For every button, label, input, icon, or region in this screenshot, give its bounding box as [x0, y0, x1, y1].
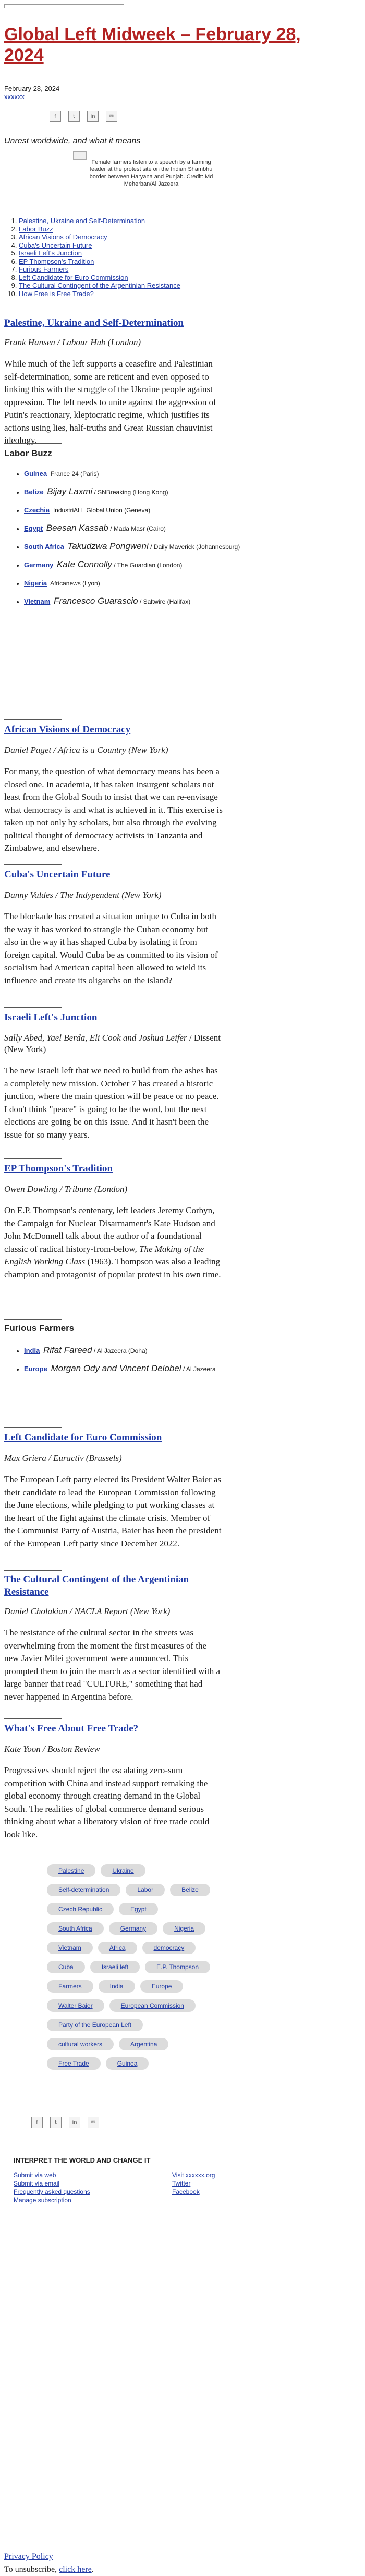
hero-caption: Female farmers listen to a speech by a farming leader at the protest site on the Indian Shambhu border between Haryana and Punjab. Credit: Md Meherban/Al Jazeera [89, 159, 213, 187]
tag-pill[interactable]: South Africa [47, 1922, 104, 1935]
body-cuba: The blockade has created a situation unique to Cuba in both the way it has worked to strangle the Cuban economy but also in the way it has shaped Cuba by isolating it from foreign capital. Would Cuba be as committed to its vision of socialism had American capital been allowed to wield its influence and create its oligarchs on the island? [4, 911, 218, 985]
email-icon[interactable]: ✉ [88, 2117, 99, 2128]
country-link[interactable]: Nigeria [24, 579, 47, 587]
toc-link[interactable]: Israeli Left's Junction [19, 249, 82, 257]
author-name: Rifat Fareed [43, 1345, 92, 1355]
footer-link[interactable]: Twitter [172, 2180, 191, 2187]
section-title-palestine[interactable]: Palestine, Ukraine and Self-Determination [4, 318, 184, 328]
tag-pill[interactable]: Germany [109, 1922, 157, 1935]
toc-item [19, 265, 180, 274]
newsletter-title[interactable]: Global Left Midweek – February 28, 2024 [4, 25, 301, 65]
byline-palestine [4, 337, 223, 348]
section-title-thompson[interactable]: EP Thompson's Tradition [4, 1163, 113, 1174]
section-divider [4, 1570, 62, 1571]
book-title: The Making of the English Working Class [4, 1243, 204, 1266]
toc-item [19, 249, 180, 258]
footer-title: INTERPRET THE WORLD AND CHANGE IT [14, 2156, 151, 2164]
table-of-contents [4, 217, 180, 298]
tag-pill[interactable]: Palestine [47, 1864, 95, 1877]
country-link[interactable]: Egypt [24, 524, 43, 532]
tag-pill[interactable]: Guinea [106, 2057, 149, 2070]
byline-author: Daniel Cholakian / NACLA Report (New York) [4, 1606, 171, 1616]
footer-link[interactable]: Submit via web [14, 2171, 56, 2179]
section-title-freetrade[interactable]: What's Free About Free Trade? [4, 1723, 139, 1734]
tag-pill[interactable]: Free Trade [47, 2057, 101, 2070]
tag-cloud [47, 1864, 276, 2077]
footer-link[interactable]: Manage subscription [14, 2196, 71, 2204]
section-title-africa[interactable]: African Visions of Democracy [4, 724, 131, 735]
body-palestine: While much of the left supports a ceasefire and Palestinian self-determination, some are reticent and even opposed to linking this with the struggle of the Ukraine people against oppression. The left needs to unite against the aggression of Putin's reactionary, kleptocratic regime, which justifies its actions using lies, half-truths and Great Russian chauvinist ideology. [4, 359, 216, 445]
tag-row [47, 1884, 276, 1896]
subscriber-id-link[interactable]: xxxxxx [4, 93, 25, 101]
tag-pill[interactable]: Walter Baier [47, 1999, 104, 2012]
author-name: Francesco Guarascio [54, 596, 138, 606]
byline-israel [4, 1032, 223, 1055]
tagline: Unrest worldwide, and what it means [4, 137, 141, 145]
section-divider [4, 1158, 62, 1159]
list-item [24, 541, 240, 552]
tag-row [47, 1961, 276, 1973]
linkedin-icon[interactable]: in [87, 111, 99, 122]
footer-link[interactable]: Frequently asked questions [14, 2188, 90, 2195]
footer-right-links [172, 2171, 215, 2196]
body-text-part: (1963). Thompson was also a leading champion and protagonist of popular protest in his own time. [4, 1256, 221, 1279]
toc-item [19, 258, 180, 266]
section-divider [4, 1319, 62, 1320]
toc-item [19, 225, 180, 234]
country-link[interactable]: Guinea [24, 470, 47, 478]
list-item [24, 1363, 216, 1374]
privacy-policy-link[interactable]: Privacy Policy [4, 2552, 53, 2561]
section-title-cuba[interactable]: Cuba's Uncertain Future [4, 869, 111, 880]
toc-item [19, 282, 180, 290]
byline-cuba [4, 889, 223, 901]
tag-pill[interactable]: Egypt [119, 1903, 158, 1915]
outlet-name: / Saltwire (Halifax) [138, 598, 191, 605]
footer-link[interactable]: Visit xxxxxx.org [172, 2171, 215, 2179]
linkedin-icon[interactable]: in [69, 2117, 80, 2128]
footer-link[interactable]: Facebook [172, 2188, 200, 2195]
list-item [24, 596, 240, 607]
furious-farmers-list [4, 1345, 216, 1382]
country-link[interactable]: Europe [24, 1365, 47, 1373]
list-item [24, 468, 240, 479]
byline-freetrade [4, 1743, 223, 1755]
body-africa: For many, the question of what democracy means has been a closed one. In academia, it has taken insurgent scholars not least from the Global South to insist that we can re-envisage what democracy is and what is achieved in it. This exercise is taken up not only by scholars, but also through the evolving political thought of democracy activists in Tanzania and Zimbabwe, and elsewhere. [4, 766, 223, 853]
toc-link[interactable]: Cuba's Uncertain Future [19, 241, 92, 249]
labor-buzz-list [4, 468, 240, 614]
tag-pill[interactable]: Ukraine [101, 1864, 145, 1877]
author-name: Kate Connolly [57, 559, 112, 569]
section-divider [4, 1007, 62, 1008]
country-link[interactable]: Czechia [24, 506, 50, 514]
outlet-name: France 24 (Paris) [50, 470, 99, 478]
furious-farmers-heading: Furious Farmers [4, 1323, 75, 1333]
section-divider [4, 719, 62, 720]
toc-link[interactable]: Palestine, Ukraine and Self-Determination [19, 217, 145, 225]
tag-pill[interactable]: Czech Republic [47, 1903, 114, 1915]
email-icon[interactable]: ✉ [106, 111, 117, 122]
tag-row [47, 2057, 276, 2070]
country-link[interactable]: South Africa [24, 543, 64, 551]
facebook-icon[interactable]: f [50, 111, 61, 122]
twitter-icon[interactable]: t [50, 2117, 62, 2128]
share-bar-top [50, 111, 117, 122]
tag-pill[interactable]: Israeli left [90, 1961, 140, 1973]
broken-image-icon [6, 5, 9, 8]
list-item [24, 523, 240, 534]
tag-pill[interactable]: Nigeria [163, 1922, 205, 1935]
toc-item [19, 241, 180, 250]
byline-argentina [4, 1606, 223, 1617]
toc-item [19, 290, 180, 298]
toc-link[interactable]: African Visions of Democracy [19, 233, 107, 241]
outlet-name: / Al Jazeera [181, 1365, 216, 1373]
tag-row [47, 1922, 276, 1935]
toc-item [19, 274, 180, 282]
footer-left-links [14, 2171, 90, 2204]
author-name: Takudzwa Pongweni [67, 541, 149, 551]
tag-pill[interactable]: democracy [142, 1942, 196, 1954]
tag-pill[interactable]: Argentina [119, 2038, 168, 2050]
tag-pill[interactable]: cultural workers [47, 2038, 114, 2050]
outlet-name: / The Guardian (London) [112, 561, 182, 569]
toc-link[interactable]: Labor Buzz [19, 225, 53, 233]
outlet-name: / Al Jazeera (Doha) [92, 1347, 148, 1354]
tag-row [47, 1864, 276, 1877]
outlet-name: / SNBreaking (Hong Kong) [92, 489, 168, 496]
labor-buzz-heading: Labor Buzz [4, 448, 52, 458]
section-title-euro[interactable]: Left Candidate for Euro Commission [4, 1432, 162, 1443]
section-divider [4, 1427, 62, 1428]
issue-date: February 28, 2024 [4, 84, 60, 92]
toc-link[interactable]: EP Thompson's Tradition [19, 257, 94, 265]
twitter-icon[interactable]: t [68, 111, 80, 122]
toc-item [19, 217, 180, 225]
tag-row [47, 2038, 276, 2050]
toc-item [19, 233, 180, 241]
byline-outlet: / Dissent (New York) [4, 1033, 221, 1054]
list-item [24, 559, 240, 570]
byline-text: Owen Dowling / Tribune (London) [4, 1184, 128, 1194]
byline-text: Danny Valdes / The Indypendent (New York) [4, 890, 162, 900]
toc-link[interactable]: Furious Farmers [19, 265, 69, 273]
byline-authors: Sally Abed, Yael Berda, Eli Cook and Joshua Leifer [4, 1033, 187, 1043]
outlet-name: / Daily Maverick (Johannesburg) [148, 543, 240, 551]
outlet-name: Africanews (Lyon) [50, 580, 100, 587]
byline-text: Daniel Paget / Africa is a Country (New York) [4, 745, 168, 755]
footer-link[interactable]: Submit via email [14, 2180, 60, 2187]
byline-text: Frank Hansen / Labour Hub (London) [4, 337, 141, 347]
section-title-argentina[interactable]: The Cultural Contingent of the Argentinian Resistance [4, 1574, 189, 1597]
section-divider [4, 443, 62, 444]
list-item [24, 505, 240, 516]
tag-pill[interactable]: India [99, 1980, 135, 1993]
tag-pill[interactable]: Cuba [47, 1961, 85, 1973]
author-name: Bijay Laxmi [47, 486, 93, 496]
body-israel: The new Israeli left that we need to build from the ashes has a completely new mission. October 7 has created a historic junction, where the main question will be peace or no peace. I don't think "peace" is going to be the word, but the next elections are going be on this issue. And it hasn't been the issue for so many years. [4, 1066, 219, 1140]
toc-link[interactable]: How Free is Free Trade? [19, 289, 94, 298]
byline-africa [4, 744, 223, 756]
list-item [24, 578, 240, 589]
preheader-bar [4, 4, 124, 8]
tag-pill[interactable]: Labor [126, 1884, 165, 1896]
facebook-icon[interactable]: f [31, 2117, 43, 2128]
unsubscribe-line: To unsubscribe, click here. [4, 2565, 94, 2574]
list-item [24, 486, 240, 497]
tag-pill[interactable]: Self-determination [47, 1884, 120, 1896]
section-divider [4, 864, 62, 865]
tag-pill[interactable]: Party of the European Left [47, 2019, 143, 2031]
outlet-name: IndustriALL Global Union (Geneva) [53, 507, 151, 514]
country-link[interactable]: Vietnam [24, 597, 51, 605]
body-thompson [4, 1204, 223, 1281]
byline-thompson [4, 1183, 223, 1195]
tag-row [47, 1980, 276, 1993]
tag-row [47, 2019, 276, 2031]
body-text-part: On E.P. Thompson's centenary, left leaders Jeremy Corbyn, the Campaign for Nuclear Disarmament's Kate Hudson and John McDonnell talk about the author of a foundational classic of radical history-from-below, [4, 1205, 215, 1254]
byline-euro [4, 1452, 223, 1464]
tag-pill[interactable]: European Commission [110, 1999, 196, 2012]
country-link[interactable]: India [24, 1347, 40, 1354]
author-name: Morgan Ody and Vincent Delobel [51, 1363, 181, 1373]
country-link[interactable]: Germany [24, 561, 54, 569]
unsubscribe-text: To unsubscribe, [4, 2565, 59, 2574]
tag-pill[interactable]: Africa [98, 1942, 137, 1954]
body-argentina: The resistance of the cultural sector in the streets was overwhelming from the moment the first measures of the new Javier Milei government were announced. This prompted them to join the march as a sector identified with a large banner that read "CULTURE," something that had never happened in Argentina before. [4, 1628, 221, 1702]
tag-pill[interactable]: Belize [170, 1884, 210, 1896]
toc-link[interactable]: Left Candidate for Euro Commission [19, 273, 128, 282]
body-freetrade: Progressives should reject the escalating zero-sum competition with China and instead support remaking the global economy through creating demand in the Global South. The realities of global commerce demand serious thinking about what a liberatory vision of free trade could look like. [4, 1765, 210, 1839]
section-title-israel[interactable]: Israeli Left's Junction [4, 1012, 98, 1023]
author-name: Beesan Kassab [46, 523, 108, 533]
body-euro: The European Left party elected its President Walter Baier as their candidate to lead the European Commission following the June elections, while pledging to put working classes at the heart of the fight against the climate crisis. Member of the Communist Party of Austria, Baier has been the president of the European Left party since December 2022. [4, 1474, 222, 1548]
tag-pill[interactable]: Europe [140, 1980, 184, 1993]
tag-pill[interactable]: Farmers [47, 1980, 93, 1993]
byline-text: Kate Yoon / Boston Review [4, 1744, 100, 1754]
share-bar-bottom [31, 2117, 99, 2128]
tag-pill[interactable]: E.P. Thompson [145, 1961, 210, 1973]
byline-text: Max Griera / Euractiv (Brussels) [4, 1453, 122, 1463]
outlet-name: / Mada Masr (Cairo) [108, 525, 166, 532]
tag-row [47, 1942, 276, 1954]
unsubscribe-link[interactable]: click here [59, 2565, 92, 2574]
tag-row [47, 1999, 276, 2012]
country-link[interactable]: Belize [24, 488, 44, 496]
toc-link[interactable]: The Cultural Contingent of the Argentinian Resistance [19, 282, 181, 289]
tag-row [47, 1903, 276, 1915]
list-item [24, 1345, 216, 1356]
section-divider [4, 1718, 62, 1719]
tag-pill[interactable]: Vietnam [47, 1942, 93, 1954]
